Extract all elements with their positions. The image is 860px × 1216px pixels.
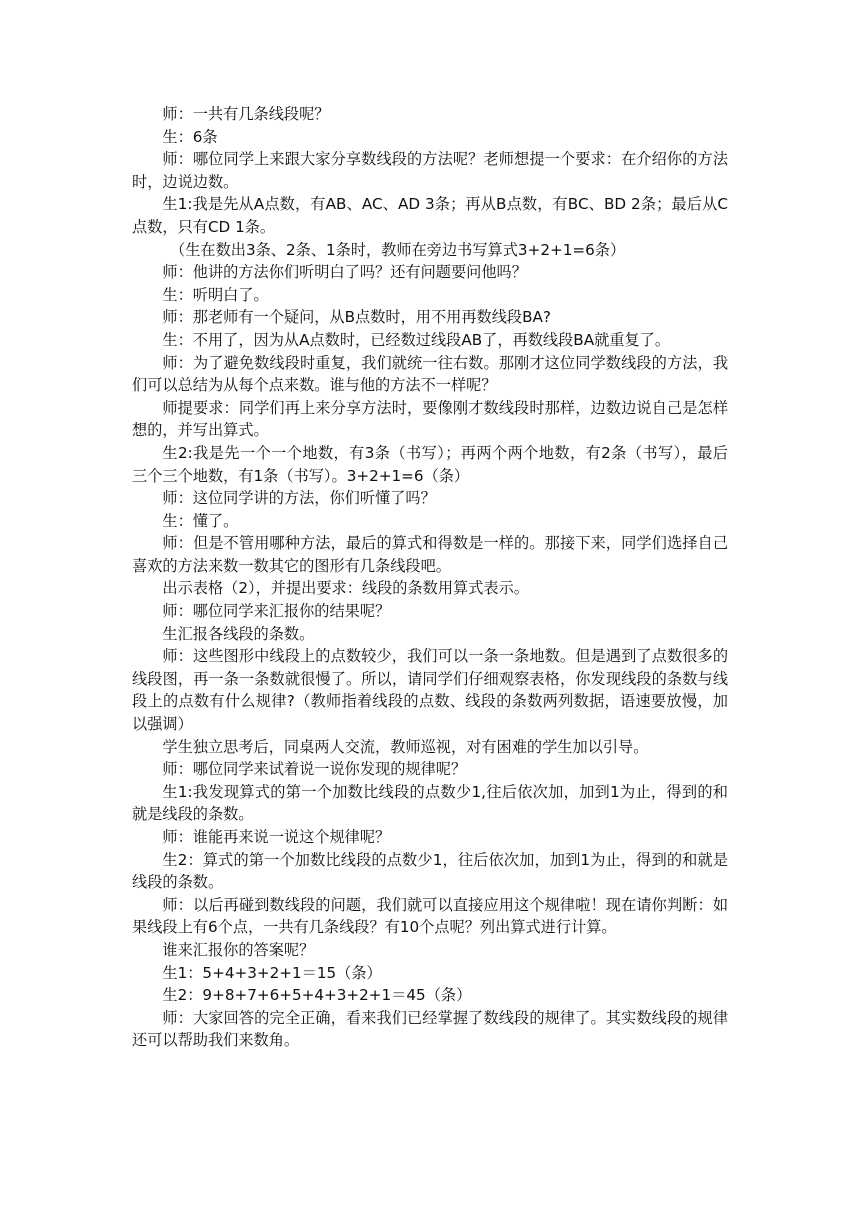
paragraph: 师：他讲的方法你们听明白了吗？还有问题要问他吗？ bbox=[162, 263, 527, 282]
paragraph: 师：但是不管用哪种方法，最后的算式和得数是一样的。那接下来，同学们选择自己喜欢的方法来数一数其它的图形有几条线段吧。 bbox=[132, 534, 728, 575]
paragraph: （生在数出3条、2条、1条时，教师在旁边书写算式3+2+1=6条） bbox=[170, 240, 626, 259]
paragraph: 师：一共有几条线段呢？ bbox=[162, 105, 330, 123]
paragraph: 生：懂了。 bbox=[162, 511, 239, 530]
paragraph: 师：哪位同学来汇报你的结果呢？ bbox=[162, 602, 391, 621]
paragraph: 生：听明白了。 bbox=[162, 285, 269, 304]
paragraph: 生1:我是先从A点数，有AB、AC、AD 3条；再从B点数，有BC、BD 2条；最后从C点数，只有CD 1条。 bbox=[132, 195, 728, 236]
paragraph: 师提要求：同学们再上来分享方法时，要像刚才数线段时那样，边数边说自己是怎样想的，并写出算式。 bbox=[132, 398, 728, 440]
paragraph: 出示表格（2），并提出要求：线段的条数用算式表示。 bbox=[162, 579, 529, 598]
paragraph: 师：哪位同学来试着说一说你发现的规律呢？ bbox=[162, 760, 467, 779]
paragraph: 师：为了避免数线段时重复，我们就统一往右数。那刚才这位同学数线段的方法，我们可以总结为从每个点来数。谁与他的方法不一样呢？ bbox=[132, 353, 728, 395]
paragraph: 师：那老师有一个疑问，从B点数时，用不用再数线段BA? bbox=[162, 308, 551, 327]
paragraph: 师：这位同学讲的方法，你们听懂了吗？ bbox=[162, 489, 436, 508]
paragraph: 生1:我发现算式的第一个加数比线段的点数少1,往后依次加，加到1为止，得到的和就是线段的条数。 bbox=[132, 782, 728, 824]
paragraph: 生2：9+8+7+6+5+4+3+2+1＝45（条） bbox=[162, 986, 472, 1005]
paragraph: 生2：算式的第一个加数比线段的点数少1，往后依次加，加到1为止，得到的和就是线段的条数。 bbox=[132, 850, 728, 892]
paragraph: 师：以后再碰到数线段的问题，我们就可以直接应用这个规律啦！现在请你判断：如果线段上有6个点，一共有几条线段？有10个点呢？列出算式进行计算。 bbox=[132, 895, 728, 937]
paragraph: 师：哪位同学上来跟大家分享数线段的方法呢？老师想提一个要求：在介绍你的方法时，边说边数。 bbox=[132, 150, 728, 191]
paragraph: 生：6条 bbox=[162, 127, 218, 146]
paragraph: 生汇报各线段的条数。 bbox=[162, 624, 315, 643]
paragraph: 生1：5+4+3+2+1＝15（条） bbox=[162, 963, 382, 982]
paragraph: 师：谁能再来说一说这个规律呢？ bbox=[162, 828, 391, 846]
paragraph: 学生独立思考后，同桌两人交流，教师巡视，对有困难的学生加以引导。 bbox=[162, 737, 649, 756]
paragraph: 生：不用了，因为从A点数时，已经数过线段AB了，再数线段BA就重复了。 bbox=[162, 330, 671, 349]
paragraph: 师：大家回答的完全正确，看来我们已经掌握了数线段的规律了。其实数线段的规律还可以帮助我们来数角。 bbox=[132, 1008, 728, 1050]
paragraph: 师：这些图形中线段上的点数较少，我们可以一条一条地数。但是遇到了点数很多的线段图，再一条一条数就很慢了。所以，请同学们仔细观察表格，你发现线段的条数与线段上的点数有什么规律?（教师指着线段的点数、线段的条数两列数据，语速要放慢，加以强调） bbox=[132, 647, 728, 734]
lesson-transcript bbox=[132, 103, 728, 1052]
paragraph: 生2:我是先一个一个地数，有3条（书写）；再两个两个地数，有2条（书写），最后三个三个地数，有1条（书写）。3+2+1=6（条） bbox=[132, 443, 728, 485]
paragraph: 谁来汇报你的答案呢？ bbox=[162, 940, 315, 959]
